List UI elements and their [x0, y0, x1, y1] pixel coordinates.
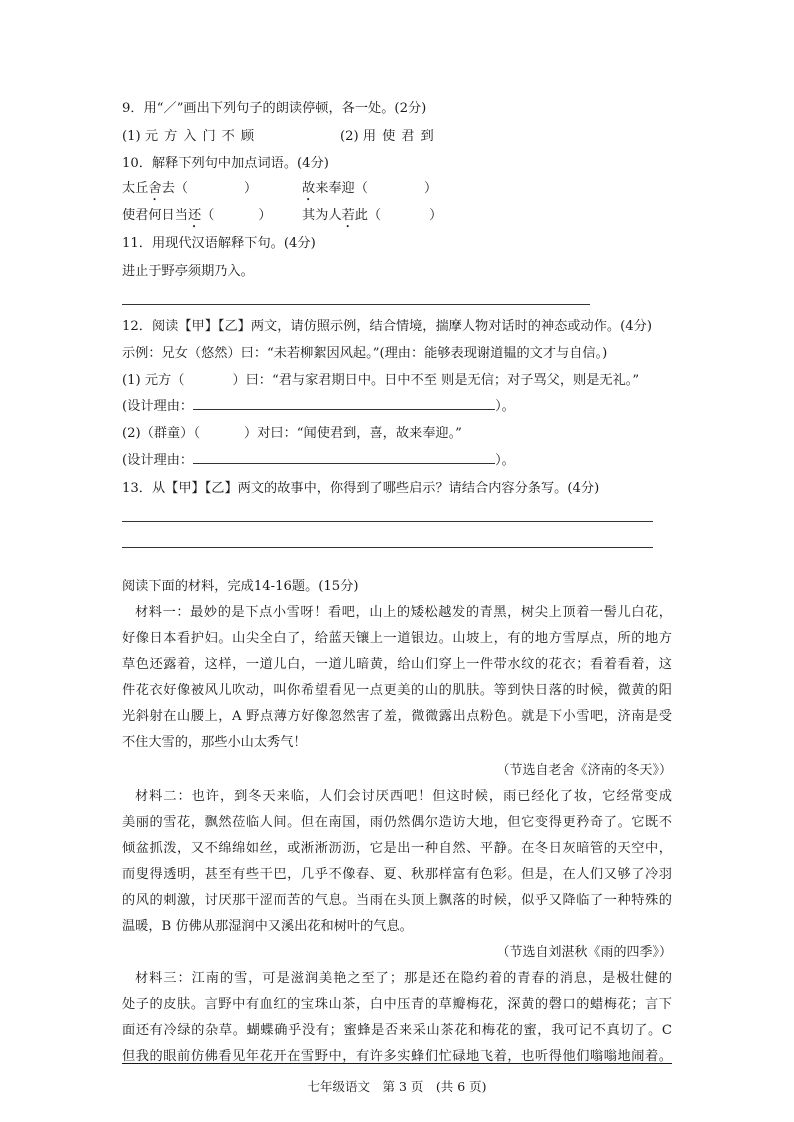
- q13-answer-line-1[interactable]: [122, 521, 653, 522]
- m3-line: 材料三：江南的雪，可是滋润美艳之至了；那是还在隐约着的青春的消息，是极壮健的: [135, 971, 672, 986]
- m1-line: 光斜射在山腰上，A 野点薄方好像忽然害了羞，微微露出点粉色。就是下小雪吧，济南是受: [122, 709, 672, 724]
- q12-reason1-blank[interactable]: [193, 397, 495, 410]
- q9-s2-text: 用使君到: [362, 129, 440, 144]
- q9-sentence-2: [340, 128, 440, 146]
- m2-line: 材料二：也许，到冬天来临，人们会讨厌西吧！但这时候，雨已经化了妆，它经常变成: [135, 789, 672, 804]
- q10-stem: 10．解释下列句中加点词语。(4分): [122, 156, 329, 171]
- m1-line: 好像日本看护妇。山尖全白了，给蓝天镶上一道银边。山坡上，有的地方雪厚点，所的地方: [122, 631, 672, 646]
- m1-line: 材料一：最妙的是下点小雪呀！看吧，山上的矮松越发的青黑，树尖上顶着一髻儿白花，: [135, 605, 672, 620]
- q12-i2-open: (2)（群童）（: [122, 426, 201, 441]
- q9-sentence-1: [122, 128, 260, 146]
- q10-b-close: ）: [423, 181, 438, 196]
- m3-line: 处子的皮肤。言野中有血红的宝珠山茶，白中压青的草瓣梅花，深黄的磬口的蜡梅花；言下: [122, 997, 672, 1012]
- q12-item-2: [122, 425, 462, 443]
- q9-stem: 9．用“／”画出下列句子的朗读停顿，各一处。(2分): [122, 101, 427, 116]
- m1-line: 草色还露着，这样，一道儿白，一道儿暗黄，给山们穿上一件带水纹的花衣；看着看着，这: [122, 657, 672, 672]
- m1-source: （节选自老舍《济南的冬天》）: [496, 763, 672, 778]
- q10-d-post: 此（: [354, 208, 382, 223]
- q12-reason2-blank[interactable]: [193, 451, 495, 464]
- q10-a-dotted-word: 舍: [148, 181, 162, 196]
- q9-s1-number: (1): [122, 129, 141, 144]
- q12-item-1: [122, 372, 639, 390]
- q10-item-c: [122, 207, 272, 231]
- q10-item-a: [122, 180, 257, 204]
- m2-line: 而叟得透明，甚至有些干巴，几乎不像春、夏、秋那样富有色彩。但是，在人们又够了冷羽: [122, 867, 672, 882]
- q12-example: 示例：兄女（悠然）曰：“未若柳絮因风起。”(理由：能够表现谢道韫的文才与自信。): [122, 346, 608, 361]
- q10-item-d: [302, 207, 442, 231]
- q10-d-pre: 其为人: [302, 208, 342, 223]
- q9-s2-number: (2): [340, 129, 359, 144]
- m3-underlined-line: 但我的眼前仿佛看见年花开在雪野中，有许多实蜂们忙碌地飞着，也听得他们嗡嗡地闹着。: [122, 1049, 672, 1064]
- q10-a-close: ）: [243, 181, 258, 196]
- q9-s1-text: 元方入门不顾: [144, 129, 261, 144]
- m2-line: 的风的刺激，讨厌那干涩而苦的气息。当雨在头顶上飘落的时候，似乎又降临了一种特殊的: [122, 893, 672, 908]
- q10-b-post: 来奉迎（: [315, 181, 368, 196]
- q12-i1-open: (1) 元方（: [122, 373, 185, 388]
- q12-stem: 12．阅读【甲】【乙】两文，请仿照示例，结合情境，揣摩人物对话时的神态或动作。(4分): [122, 319, 652, 334]
- m2-line: 倾盆抓泼，又不绵绵如丝，或淅淅沥沥，它是出一种自然、平静。在冬日灰暗管的天空中，: [122, 841, 672, 856]
- q12-i2-close: ）对曰：“闻使君到，喜，故来奉迎。”: [244, 426, 462, 441]
- q12-reason1-close: ）。: [495, 399, 515, 414]
- q12-reason-2: [122, 451, 515, 470]
- q13-answer-line-2[interactable]: [122, 547, 653, 548]
- m1-line: 不住大雪的，那些小山太秀气！: [122, 735, 307, 750]
- q10-a-pre: 太丘: [122, 181, 149, 196]
- q12-reason2-open: (设计理由：: [122, 453, 194, 468]
- q13-stem: 13．从【甲】【乙】两文的故事中，你得到了哪些启示？请结合内容分条写。(4分): [122, 481, 600, 496]
- q11-sentence: 进止于野亭须期乃入。: [122, 264, 254, 279]
- q10-b-dotted-word: 故: [302, 181, 316, 196]
- page-footer: 七年级语文 第 3 页 (共 6 页): [307, 1079, 487, 1094]
- q10-c-pre: 使君何日当: [122, 208, 188, 223]
- q12-reason2-close: ）。: [495, 453, 515, 468]
- m2-line: 美丽的雪花，飘然莅临人间。但在南国，雨仍然偶尔造访大地，但它变得更矜奇了。它既不: [122, 815, 672, 830]
- q10-c-close: ）: [258, 208, 272, 223]
- reading-intro: 阅读下面的材料，完成14-16题。(15分): [122, 579, 359, 594]
- q10-a-post: 去（: [161, 181, 188, 196]
- m1-line: 件花衣好像被风儿吹动，叫你希望看见一点更美的山的肌肤。等到快日落的时候，微黄的阳: [122, 683, 672, 698]
- q12-reason1-open: (设计理由：: [122, 399, 194, 414]
- m3-line: 面还有冷绿的杂草。蝴蝶确乎没有；蜜蜂是否来采山茶花和梅花的蜜，我可记不真切了。C: [122, 1023, 672, 1038]
- q11-stem: 11．用现代汉语解释下句。(4分): [122, 236, 316, 251]
- q11-answer-line[interactable]: [122, 304, 590, 305]
- q10-c-post: （: [201, 208, 215, 223]
- q10-d-dotted-word: 若: [341, 208, 355, 223]
- q10-c-dotted-word: 还: [187, 208, 202, 223]
- q12-reason-1: [122, 397, 515, 416]
- q12-i1-close: ）曰：“君与家君期日中。日中不至 则是无信；对子骂父，则是无礼。”: [232, 373, 640, 388]
- q10-item-b: [302, 180, 437, 204]
- m2-source: （节选自刘湛秋《雨的四季》）: [496, 945, 672, 960]
- q10-d-close: ）: [429, 208, 443, 223]
- m2-line: 温暖，B 仿佛从那湿润中又溪出花和树叶的气息。: [122, 919, 413, 934]
